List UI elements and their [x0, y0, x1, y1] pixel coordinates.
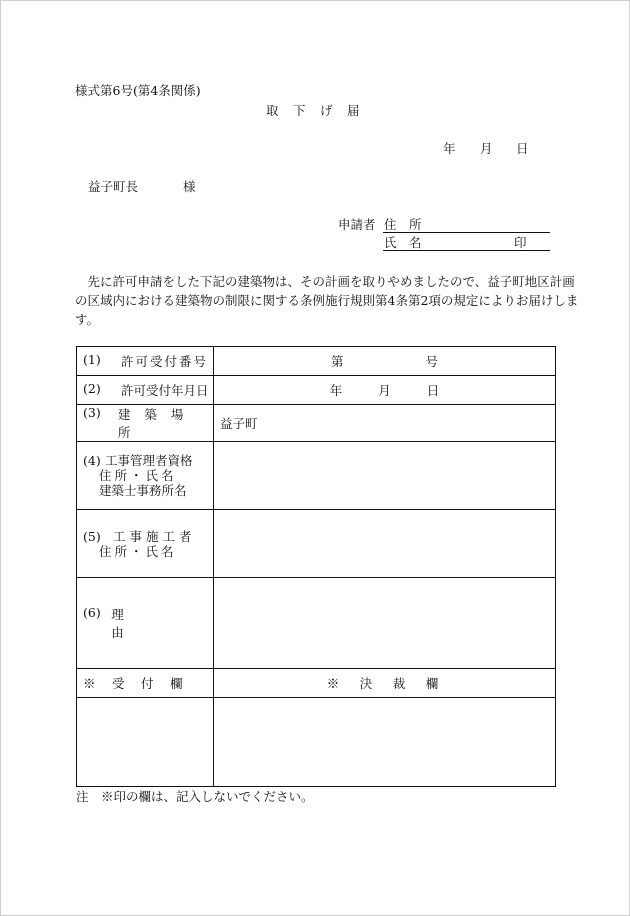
number-suffix: 号 — [425, 354, 438, 369]
decision-label: ※ 決 裁 欄 — [326, 676, 443, 691]
table-row — [77, 376, 556, 405]
receipt-month-label: 月 — [378, 383, 391, 398]
row-number: (4) — [83, 453, 101, 468]
applicant-name-label: 氏 名 — [384, 235, 422, 250]
row-number: (2) — [83, 381, 101, 396]
receipt-date-field[interactable] — [214, 376, 556, 405]
decision-field[interactable] — [214, 698, 556, 787]
date-day-label: 日 — [516, 141, 529, 156]
applicant-label: 申請者 — [338, 217, 376, 232]
addressee-honorific: 様 — [183, 179, 196, 194]
row-label-line-2: 住所・氏名 — [99, 543, 177, 559]
body-line-1: 先に許可申請をした下記の建築物は、その計画を取りやめましたので、益子町地区計画 — [75, 274, 575, 289]
row-number: (3) — [83, 405, 101, 420]
row-label — [77, 376, 214, 405]
table-row — [77, 347, 556, 376]
row-label — [77, 510, 214, 578]
addressee-name: 益子町長 — [88, 179, 139, 194]
decision-column-header — [214, 669, 556, 698]
applicant-address-label: 住 所 — [384, 217, 422, 232]
number-prefix: 第 — [330, 354, 344, 369]
table-row — [77, 510, 556, 578]
row-label — [77, 578, 214, 669]
row-label-line-1: 工事管理者資格 — [105, 453, 193, 468]
location-value: 益子町 — [220, 416, 258, 431]
row-label-line-1: 工事施工者 — [113, 528, 196, 544]
contractor-info-field[interactable] — [214, 510, 556, 578]
footnote: 注 ※印の欄は、記入しないでください。 — [76, 789, 314, 804]
row-label-line-2: 住所・氏名 — [99, 468, 177, 483]
table-row — [77, 578, 556, 669]
row-number: (1) — [83, 352, 101, 367]
form-table — [76, 346, 556, 787]
row-label-text: 許可受付番号 — [121, 354, 209, 369]
reason-field[interactable] — [214, 578, 556, 669]
reception-field[interactable] — [77, 698, 214, 787]
row-label-text: 理由 — [111, 607, 180, 640]
row-number: (6) — [83, 605, 101, 620]
row-number: (5) — [83, 528, 101, 544]
body-line-2: の区域内における建築物の制限に関する条例施行規則第4条第2項の規定によりお届けしま — [75, 293, 579, 308]
seal-mark: 印 — [514, 235, 527, 250]
receipt-year-label: 年 — [329, 383, 343, 398]
supervisor-info-field[interactable] — [214, 442, 556, 510]
date-month-label: 月 — [480, 141, 493, 156]
row-label — [77, 405, 214, 442]
reception-column-header — [77, 669, 214, 698]
name-underline — [383, 250, 550, 251]
body-line-3: す。 — [75, 312, 100, 327]
body-paragraph — [75, 272, 579, 329]
date-year-label: 年 — [443, 141, 456, 156]
building-location-field[interactable] — [214, 405, 556, 442]
table-row — [77, 669, 556, 698]
receipt-number-field[interactable] — [214, 347, 556, 376]
table-row — [77, 405, 556, 442]
table-row — [77, 442, 556, 510]
table-row — [77, 698, 556, 787]
row-label — [77, 347, 214, 376]
form-number: 様式第6号(第4条関係) — [75, 83, 201, 98]
row-label-text: 建築場所 — [117, 407, 198, 440]
row-label — [77, 442, 214, 510]
row-label-text: 許可受付年月日 — [121, 383, 209, 398]
reception-label: ※ 受 付 欄 — [83, 676, 185, 691]
row-label-line-3: 建築士事務所名 — [99, 483, 187, 498]
document-title: 取 下 げ 届 — [266, 103, 361, 118]
receipt-day-label: 日 — [426, 383, 440, 398]
address-underline — [383, 232, 550, 233]
